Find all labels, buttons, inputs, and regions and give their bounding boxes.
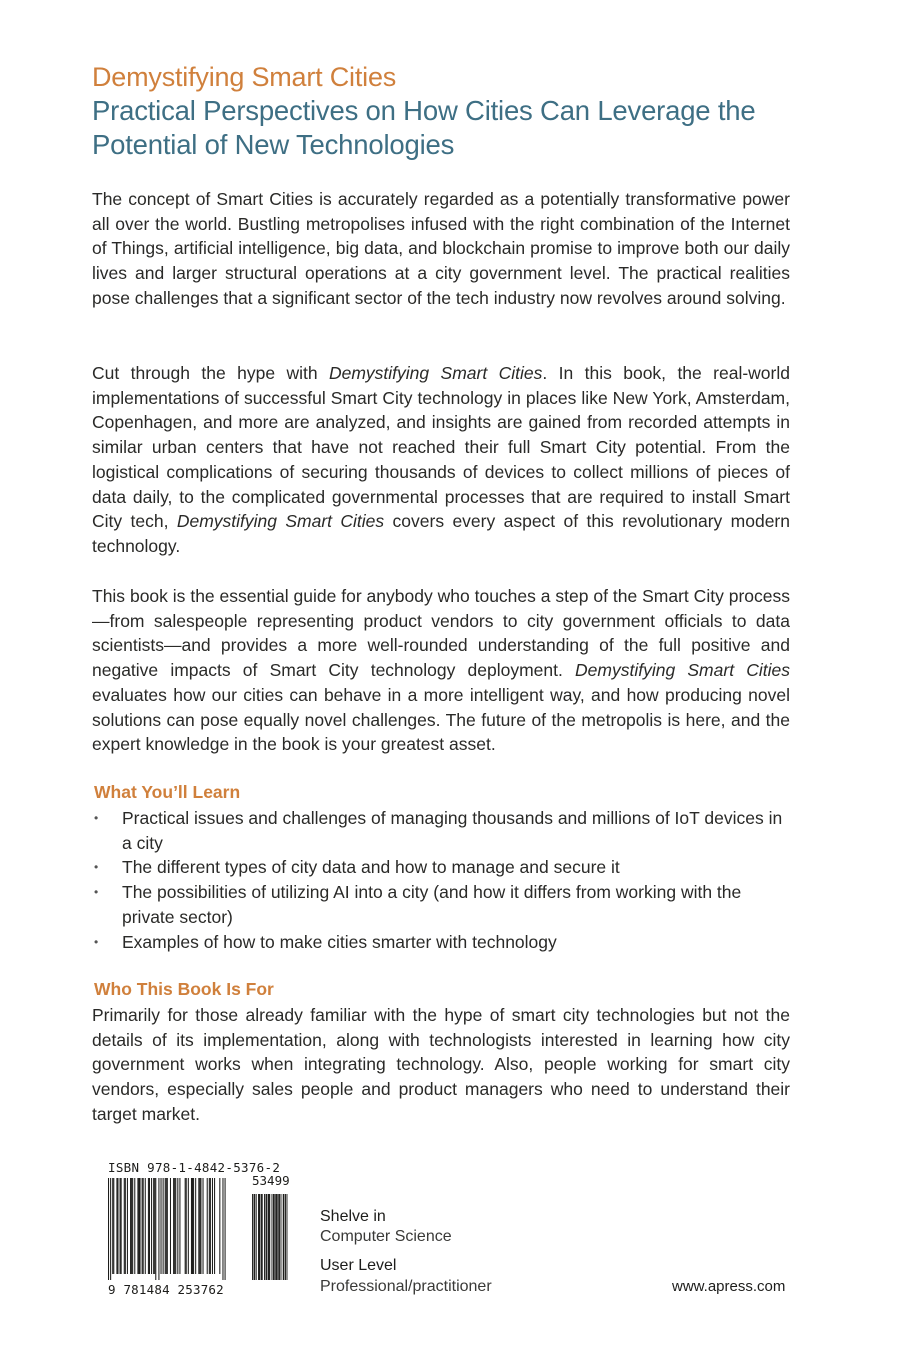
barcode-bar bbox=[198, 1178, 199, 1274]
barcode-bar bbox=[108, 1178, 109, 1280]
barcode-addon-bar bbox=[277, 1194, 278, 1280]
barcode-addon-bar bbox=[264, 1194, 265, 1280]
barcode-bar bbox=[175, 1178, 176, 1274]
barcode-bar bbox=[203, 1178, 204, 1274]
barcode-bar bbox=[151, 1178, 152, 1274]
barcode-bar bbox=[166, 1178, 167, 1274]
barcode-addon-bar bbox=[287, 1194, 288, 1280]
bullet-icon: • bbox=[94, 860, 99, 875]
barcode-bar bbox=[225, 1178, 226, 1280]
barcode-bar bbox=[170, 1178, 171, 1274]
barcode-bar bbox=[163, 1178, 164, 1274]
barcode-bar bbox=[124, 1178, 125, 1274]
barcode-digits: 9 781484 253762 bbox=[108, 1282, 224, 1297]
barcode-bar bbox=[192, 1178, 193, 1274]
barcode-bar bbox=[132, 1178, 133, 1274]
barcode-addon-bar bbox=[262, 1194, 263, 1280]
book-title-italic: Demystifying Smart Cities bbox=[575, 660, 790, 681]
barcode-bar bbox=[214, 1178, 215, 1274]
list-item-text: Practical issues and challenges of managing thousands and millions of IoT devices in a city bbox=[122, 808, 783, 853]
barcode-bar bbox=[199, 1178, 200, 1274]
shelve-in-label: Shelve in bbox=[320, 1208, 386, 1225]
barcode-addon-bar bbox=[284, 1194, 285, 1280]
list-item bbox=[92, 880, 792, 929]
barcode-bar bbox=[155, 1178, 156, 1280]
barcode-bar bbox=[167, 1178, 168, 1274]
barcode-bar bbox=[131, 1178, 132, 1274]
barcode-bar bbox=[161, 1178, 162, 1274]
barcode-bar bbox=[142, 1178, 143, 1274]
book-title-italic: Demystifying Smart Cities bbox=[328, 363, 543, 383]
barcode-bar bbox=[193, 1178, 194, 1274]
description-paragraph-1: The concept of Smart Cities is accurately regarded as a potentially transformative power all over the world. Bustling metropolises infused with the right combination of the Internet of Things, artificial intelligence, big data, and blockchain promise to improve both our daily lives and larger structural operations at a city government level. The practical realities pose challenges that a significant sector of the tech industry now revolves around solving. bbox=[92, 189, 790, 308]
barcode-bar bbox=[125, 1178, 126, 1274]
who-this-book-is-for-heading: Who This Book Is For bbox=[94, 979, 274, 999]
barcode-bar bbox=[138, 1178, 139, 1274]
barcode-bar bbox=[148, 1178, 149, 1274]
barcode-bar bbox=[130, 1178, 131, 1274]
barcode-addon-bar bbox=[274, 1194, 275, 1280]
list-item bbox=[92, 855, 792, 880]
barcode-bar bbox=[177, 1178, 178, 1274]
learn-list bbox=[92, 806, 792, 954]
barcode-addon-bar bbox=[256, 1194, 257, 1280]
barcode-bar bbox=[140, 1178, 141, 1274]
bullet-icon: • bbox=[94, 811, 99, 825]
list-item bbox=[92, 806, 792, 855]
text-span: This book is the essential guide for anybody who touches a step of the Smart City process—from salespeople representing product vendors to city government officials to data scientists—and provides a more well-rounded understanding of the full positive and negative impacts of Smart City technology deployment. bbox=[92, 586, 790, 681]
barcode-bar bbox=[121, 1178, 122, 1274]
barcode-bar bbox=[185, 1178, 186, 1274]
list-item-text: Examples of how to make cities smarter with technology bbox=[122, 931, 557, 952]
text-span: covers every aspect of this revolutionary modern technology. bbox=[92, 511, 790, 556]
barcode-addon-bar bbox=[252, 1194, 253, 1280]
user-level-value: Professional/practitioner bbox=[320, 1278, 492, 1295]
barcode-addon-bar bbox=[281, 1194, 282, 1280]
barcode-bar bbox=[195, 1178, 196, 1274]
shelve-in-value: Computer Science bbox=[320, 1228, 452, 1245]
barcode-bar bbox=[127, 1178, 128, 1274]
barcode-bar bbox=[137, 1178, 138, 1274]
barcode-bar bbox=[207, 1178, 208, 1274]
barcode-bar bbox=[179, 1178, 180, 1274]
barcode-bar bbox=[212, 1178, 213, 1274]
barcode-bar bbox=[173, 1178, 174, 1274]
description-paragraph-3 bbox=[92, 584, 790, 757]
barcode-addon-bar bbox=[260, 1194, 261, 1280]
barcode-addon-bar bbox=[269, 1194, 270, 1280]
barcode-bar bbox=[200, 1178, 201, 1274]
barcode-bar bbox=[158, 1178, 159, 1280]
barcode-bar bbox=[174, 1178, 175, 1274]
barcode-bar bbox=[110, 1178, 111, 1280]
book-title-italic: Demystifying Smart Cities bbox=[176, 511, 385, 532]
barcode-bar bbox=[191, 1178, 192, 1274]
book-subtitle: Practical Perspectives on How Cities Can Leverage the Potential of New Technologies bbox=[92, 95, 756, 160]
barcode-addon-bar bbox=[254, 1194, 255, 1280]
barcode-bars bbox=[108, 1178, 288, 1280]
barcode-bar bbox=[116, 1178, 117, 1274]
user-level-label: User Level bbox=[320, 1257, 397, 1274]
barcode-bar bbox=[165, 1178, 166, 1274]
barcode-addon-bar bbox=[285, 1194, 286, 1280]
barcode-bar bbox=[209, 1178, 210, 1274]
audience-paragraph: Primarily for those already familiar with the hype of smart city technologies but not the details of its implementation, along with technologists interested in learning how city government works when integrating technology. Also, people working for smart city vendors, especially sales people and product managers who need to understand their target market. bbox=[92, 1005, 790, 1124]
barcode-bar bbox=[210, 1178, 211, 1274]
barcode-addon-bar bbox=[279, 1194, 280, 1280]
barcode-bar bbox=[219, 1178, 220, 1274]
barcode-addon-bar bbox=[272, 1194, 273, 1280]
barcode-bar bbox=[188, 1178, 189, 1274]
barcode-bar bbox=[186, 1178, 187, 1274]
text-span: Cut through the hype with bbox=[92, 363, 329, 383]
text-span: evaluates how our cities can behave in a more intelligent way, and how producing novel solutions can pose equally novel challenges. The future of the metropolis is here, and the expert knowledge in the book is your greatest asset. bbox=[92, 684, 790, 755]
text-span: . In this book, the real-world implementations of successful Smart City technology in places like New York, Amsterdam, Copenhagen, and more are analyzed, and insights are gained from recorded attempts in similar urban centers that have not reached their full Smart City potential. From the logistical complications of securing thousands of devices to collect millions of pieces of data daily, to the complicated governmental processes that are required to install Smart City tech, bbox=[92, 363, 790, 532]
barcode-bar bbox=[153, 1178, 154, 1274]
price-code: 53499 bbox=[252, 1173, 290, 1188]
description-paragraph-2 bbox=[92, 361, 790, 559]
list-item-text: The possibilities of utilizing AI into a city (and how it differs from working with the private sector) bbox=[122, 882, 742, 927]
barcode-bar bbox=[120, 1178, 121, 1274]
barcode-bar bbox=[145, 1178, 146, 1274]
barcode-bar bbox=[113, 1178, 114, 1274]
list-item bbox=[92, 930, 792, 955]
isbn-barcode bbox=[100, 1160, 300, 1300]
barcode-bar bbox=[117, 1178, 118, 1274]
barcode-bar bbox=[154, 1178, 155, 1274]
what-youll-learn-heading: What You’ll Learn bbox=[94, 782, 241, 802]
barcode-addon-bar bbox=[266, 1194, 267, 1280]
bullet-icon: • bbox=[94, 885, 99, 900]
bullet-icon: • bbox=[94, 934, 99, 949]
barcode-bar bbox=[222, 1178, 223, 1280]
barcode-bar bbox=[149, 1178, 150, 1274]
book-title: Demystifying Smart Cities bbox=[92, 62, 397, 92]
publisher-website: www.apress.com bbox=[672, 1278, 786, 1295]
barcode-bar bbox=[143, 1178, 144, 1274]
isbn-number: ISBN 978-1-4842-5376-2 bbox=[108, 1160, 281, 1175]
list-item-text: The different types of city data and how to manage and secure it bbox=[122, 857, 620, 878]
barcode-bar bbox=[112, 1178, 113, 1274]
barcode-bar bbox=[134, 1178, 135, 1274]
